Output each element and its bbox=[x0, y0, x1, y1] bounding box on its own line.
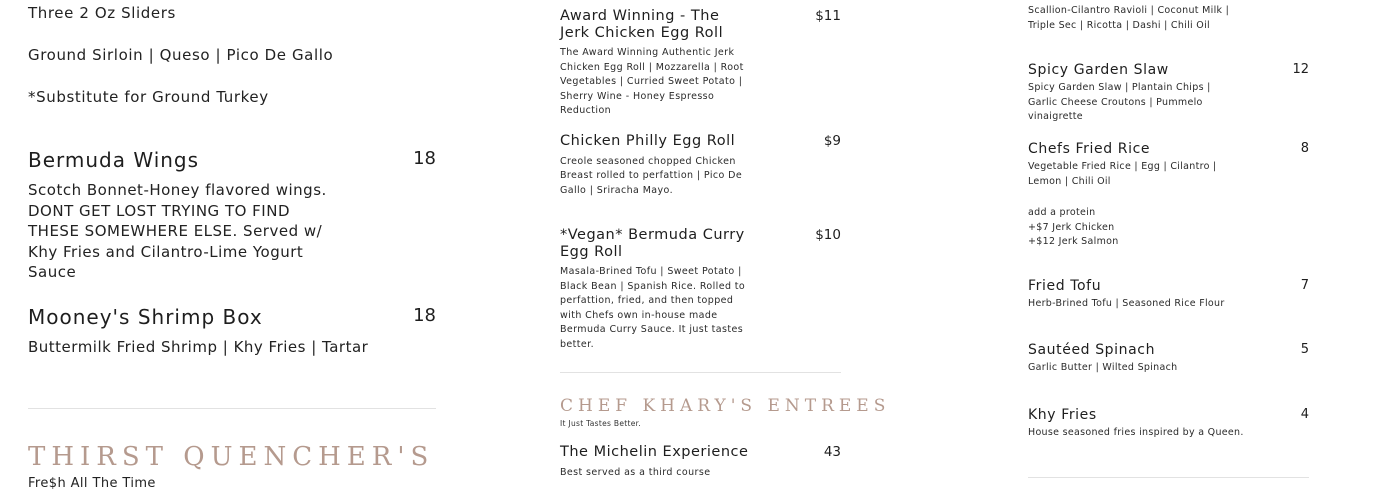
item-description: Buttermilk Fried Shrimp | Khy Fries | Tartar bbox=[28, 338, 369, 356]
protein-heading: add a protein bbox=[1028, 207, 1096, 218]
item-name: Award Winning - The Jerk Chicken Egg Roll bbox=[560, 8, 724, 41]
item-description: Herb-Brined Tofu | Seasoned Rice Flour bbox=[1028, 298, 1225, 309]
item-name: *Vegan* Bermuda Curry Egg Roll bbox=[560, 227, 745, 260]
item-price: 5 bbox=[1300, 342, 1309, 357]
menu-item bbox=[560, 133, 841, 198]
item-name: Fried Tofu bbox=[1028, 278, 1102, 294]
item-price: $9 bbox=[823, 133, 841, 149]
section-subtitle: It Just Tastes Better. bbox=[560, 419, 642, 428]
menu-item bbox=[560, 444, 841, 480]
substitute-note: *Substitute for Ground Turkey bbox=[28, 88, 269, 106]
item-description: Scotch Bonnet-Honey flavored wings. DONT GET LOST TRYING TO FIND THESE SOMEWHERE ELSE. Served w/ Khy Fries and Cilantro-Lime Yogurt Sauce bbox=[28, 181, 327, 281]
item-price: 43 bbox=[823, 444, 841, 460]
section-divider bbox=[28, 408, 436, 409]
item-price: 4 bbox=[1300, 407, 1309, 422]
protein-addon bbox=[1028, 206, 1238, 250]
item-price: 18 bbox=[413, 305, 436, 326]
item-price: 18 bbox=[413, 148, 436, 169]
section-divider bbox=[1028, 477, 1309, 478]
slider-note: Three 2 Oz Sliders bbox=[28, 4, 176, 22]
item-name: Spicy Garden Slaw bbox=[1028, 62, 1169, 78]
menu-item bbox=[1028, 62, 1309, 125]
section-divider bbox=[560, 372, 841, 373]
item-price: 8 bbox=[1300, 141, 1309, 156]
item-name: The Michelin Experience bbox=[560, 444, 749, 460]
item-description: Spicy Garden Slaw | Plantain Chips | Garlic Cheese Croutons | Pummelo vinaigrette bbox=[1028, 82, 1211, 122]
item-description: The Award Winning Authentic Jerk Chicken Egg Roll | Mozzarella | Root Vegetables | Curried Sweet Potato | Sherry Wine - Honey Espresso Reduction bbox=[560, 47, 744, 116]
protein-option: +$12 Jerk Salmon bbox=[1028, 236, 1119, 247]
item-description: Vegetable Fried Rice | Egg | Cilantro | Lemon | Chili Oil bbox=[1028, 161, 1217, 187]
item-name: Sautéed Spinach bbox=[1028, 342, 1156, 358]
item-description: Creole seasoned chopped Chicken Breast rolled to perfattion | Pico De Gallo | Sriracha Mayo. bbox=[560, 155, 743, 196]
item-description: Scallion-Cilantro Ravioli | Coconut Milk | Triple Sec | Ricotta | Dashi | Chili Oil bbox=[1028, 5, 1230, 31]
menu-item bbox=[28, 148, 436, 283]
item-description: Masala-Brined Tofu | Sweet Potato | Black Bean | Spanish Rice. Rolled to perfattion, fried, and then topped with Chefs own in-house made Bermuda Curry Sauce. It just tastes better. bbox=[560, 266, 746, 350]
item-price: $10 bbox=[815, 227, 841, 243]
menu-item bbox=[1028, 342, 1309, 376]
item-name: Chefs Fried Rice bbox=[1028, 141, 1151, 157]
menu-item bbox=[560, 227, 841, 352]
item-description: Best served as a third course bbox=[560, 466, 711, 478]
item-description: House seasoned fries inspired by a Queen. bbox=[1028, 427, 1244, 438]
item-price: $11 bbox=[815, 8, 841, 24]
menu-item bbox=[1028, 141, 1309, 189]
item-name: Chicken Philly Egg Roll bbox=[560, 133, 736, 149]
menu-item bbox=[28, 305, 436, 358]
menu-item bbox=[1028, 278, 1309, 312]
section-title: CHEF KHARY'S ENTREES bbox=[560, 396, 891, 416]
slider-toppings: Ground Sirloin | Queso | Pico De Gallo bbox=[28, 46, 334, 64]
item-price: 7 bbox=[1300, 278, 1309, 293]
item-name: Khy Fries bbox=[1028, 407, 1097, 423]
section-subtitle: Fre$h All The Time bbox=[28, 476, 156, 491]
item-price: 12 bbox=[1292, 62, 1309, 77]
menu-item bbox=[560, 8, 841, 119]
item-name: Mooney's Shrimp Box bbox=[28, 305, 263, 329]
item-description: Garlic Butter | Wilted Spinach bbox=[1028, 362, 1178, 373]
item-name: Bermuda Wings bbox=[28, 148, 200, 172]
protein-option: +$7 Jerk Chicken bbox=[1028, 221, 1115, 233]
section-title: THIRST QUENCHER'S bbox=[28, 442, 435, 472]
menu-item bbox=[1028, 407, 1309, 441]
